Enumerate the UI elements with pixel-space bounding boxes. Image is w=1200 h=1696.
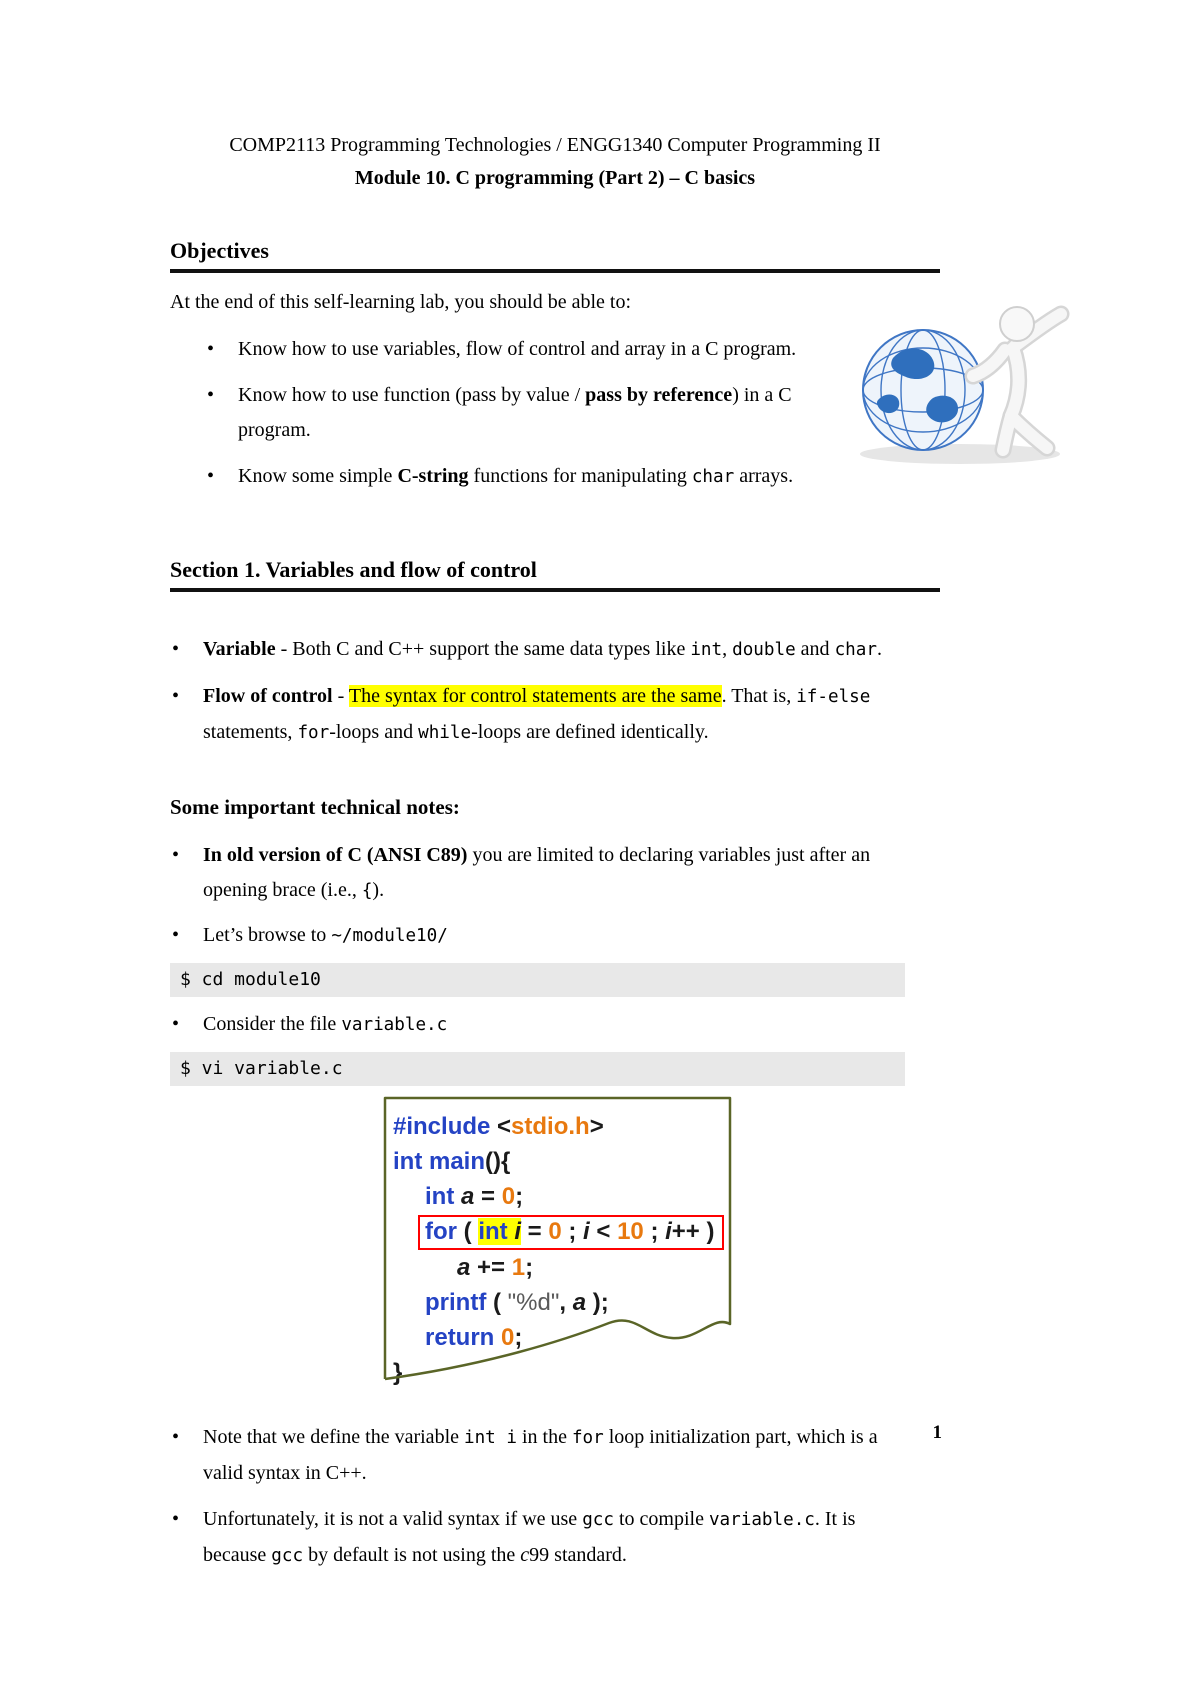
objective-item-1	[205, 332, 805, 367]
post-note-1	[170, 1420, 910, 1491]
objective-item-3	[205, 459, 805, 495]
technical-notes-list	[170, 838, 910, 954]
document-header	[170, 132, 940, 192]
post-note-2-text: Unfortunately, it is not a valid syntax if we use gcc to compile variable.c. It is because gcc by default is not using the c99 standard.	[203, 1508, 856, 1566]
section1	[170, 557, 940, 751]
code-line-closebrace	[393, 1355, 733, 1390]
note-item-2	[170, 918, 910, 954]
section1-item-2	[170, 679, 910, 751]
code-line-include	[393, 1109, 733, 1144]
code-line-increment-text: a += 1;	[457, 1254, 534, 1281]
code-line-main-text: int main(){	[393, 1148, 511, 1175]
code-line-int-a-text: int a = 0;	[425, 1183, 524, 1210]
page-number: 1	[932, 1422, 942, 1443]
objective-item-1-text: Know how to use variables, flow of control and array in a C program.	[238, 338, 797, 360]
note-item-3-text: Consider the file variable.c	[203, 1013, 448, 1035]
globe-icon	[845, 286, 1095, 468]
objectives-heading: Objectives	[170, 238, 940, 273]
objectives-intro: At the end of this self-learning lab, you should be able to:	[170, 291, 632, 313]
code-figure	[383, 1096, 733, 1400]
technical-notes-section	[170, 795, 940, 1574]
objective-item-2-text: Know how to use function (pass by value / pass by reference) in a C program.	[238, 384, 792, 441]
code-line-main	[393, 1144, 733, 1179]
code-line-closebrace-text: }	[393, 1359, 403, 1386]
red-highlight-box: for ( int i = 0 ; i < 10 ; i++ )	[418, 1215, 724, 1250]
code-line-include-text: #include <stdio.h>	[393, 1113, 604, 1140]
code-line-return-text: return 0;	[425, 1324, 523, 1351]
post-note-2	[170, 1502, 910, 1574]
code-line-increment	[393, 1250, 733, 1285]
objective-item-3-text: Know some simple C-string functions for manipulating char arrays.	[238, 465, 794, 487]
objectives-list	[205, 332, 805, 495]
terminal-command-cd: $ cd module10	[170, 963, 905, 997]
code-line-return	[393, 1320, 733, 1355]
section1-list	[170, 632, 910, 751]
section1-heading: Section 1. Variables and flow of control	[170, 557, 940, 592]
post-note-1-text: Note that we define the variable int i in the for loop initialization part, which is a valid syntax in C++.	[203, 1426, 878, 1484]
technical-notes-heading: Some important technical notes:	[170, 795, 460, 819]
note-item-1-text: In old version of C (ANSI C89) you are limited to declaring variables just after an opening brace (i.e., {).	[203, 844, 871, 901]
module-title: Module 10. C programming (Part 2) – C basics	[354, 167, 756, 189]
code-line-printf	[393, 1285, 733, 1320]
section1-item-2-text: Flow of control - The syntax for control statements are the same. That is, if-else statements, for-loops and while-loops are defined identically.	[203, 685, 871, 743]
code-line-int-a	[393, 1179, 733, 1214]
terminal-command-vi: $ vi variable.c	[170, 1052, 905, 1086]
technical-notes-list-2	[170, 1007, 910, 1043]
note-item-2-text: Let’s browse to ~/module10/	[203, 924, 448, 946]
section1-item-1-text: Variable - Both C and C++ support the same data types like int, double and char.	[203, 638, 882, 660]
note-item-1	[170, 838, 910, 909]
globe-person-clipart	[845, 286, 1095, 468]
objectives-section	[170, 238, 940, 495]
objective-item-2	[205, 378, 805, 448]
course-title: COMP2113 Programming Technologies / ENGG1340 Computer Programming II	[229, 134, 881, 156]
note-item-3	[170, 1007, 910, 1043]
post-figure-notes-list	[170, 1420, 910, 1574]
code-line-printf-text: printf ( "%d", a );	[425, 1289, 609, 1316]
section1-item-1	[170, 632, 910, 668]
code-line-for	[393, 1214, 733, 1250]
